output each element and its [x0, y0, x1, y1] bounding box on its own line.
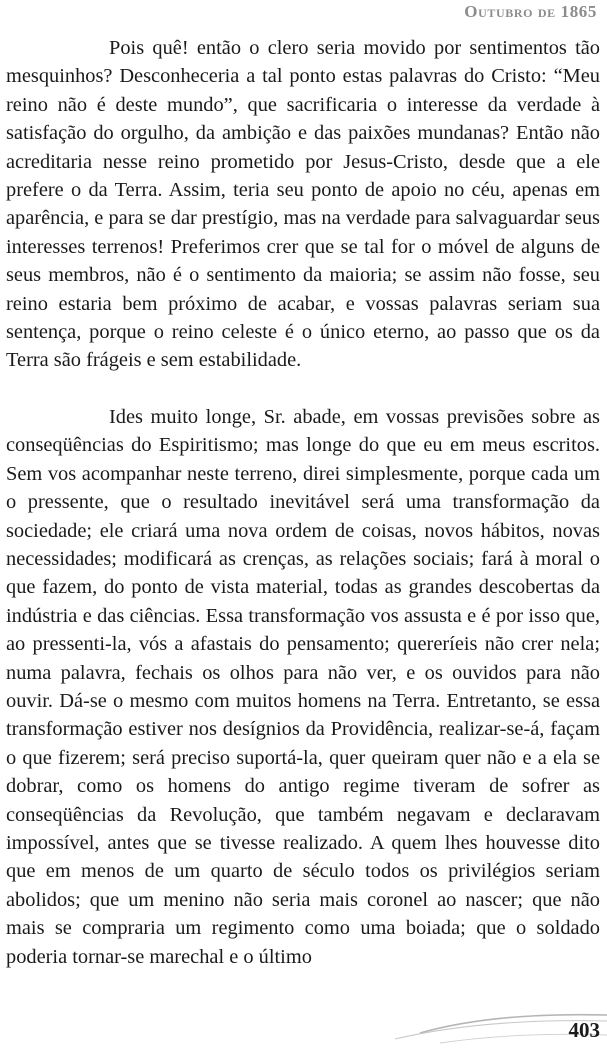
paragraph-1: Pois quê! então o clero seria movido por sentimentos tão mesquinhos? Desconheceria a tal ponto estas palavras do Cristo: “Meu reino não é deste mundo”, que sacrificaria o interesse da verdade à satisfação do orgulho, da ambição e das paixões mundanas? Então não acreditaria nesse reino prometido por Jesus-Cristo, desde que a ele prefere o da Terra. Assim, teria seu ponto de apoio no céu, apenas em aparência, e para se dar prestígio, mas na verdade para salvaguardar seus interesses terrenos! Preferimos crer que se tal for o móvel de alguns de seus membros, não é o sentimento da maioria; se assim não fosse, seu reino estaria bem próximo de acabar, e vossas palavras seriam sua sentença, porque o reino celeste é o único eterno, ao passo que os da Terra são frágeis e sem estabilidade.: [6, 37, 600, 372]
page-footer: [0, 1005, 607, 1049]
page-number: 403: [568, 1018, 600, 1042]
footer-swoosh-ornament: [0, 1005, 607, 1049]
running-head: Outubro de 1865: [464, 2, 597, 21]
paragraph-2: Ides muito longe, Sr. abade, em vossas previsões sobre as conseqüências do Espiritismo; mas longe do que eu em meus escritos. Sem vos acompanhar neste terreno, direi simplesmente, porque cada um o pressente, que o resultado inevitável será uma transformação da sociedade; ele criará uma nova ordem de coisas, novos hábitos, novas necessidades; modificará as crenças, as relações sociais; fará à moral o que fazem, do ponto de vista material, todas as grandes descobertas da indústria e das ciências. Essa transformação vos assusta e é por isso que, ao pressenti-la, vós a afastais do pensamento; quereríeis não crer nela; numa palavra, fechais os olhos para não ver, e os ouvidos para não ouvir. Dá-se o mesmo com muitos homens na Terra. Entretanto, se essa transformação estiver nos desígnios da Providência, realizar-se-á, façam o que fizerem; será preciso suportá-la, quer queiram quer não e a ela se dobrar, como os homens do antigo regime tiveram de sofrer as conseqüências da Revolução, que também negavam e declaravam impossível, antes que se tivesse realizado. A quem lhes houvesse dito que em menos de um quarto de século todos os privilégios seriam abolidos; que um menino não seria mais coronel ao nascer; que não mais se compraria um regimento como uma boiada; que o soldado poderia tornar-se marechal e o último: [6, 405, 600, 968]
page-body: [6, 34, 600, 971]
